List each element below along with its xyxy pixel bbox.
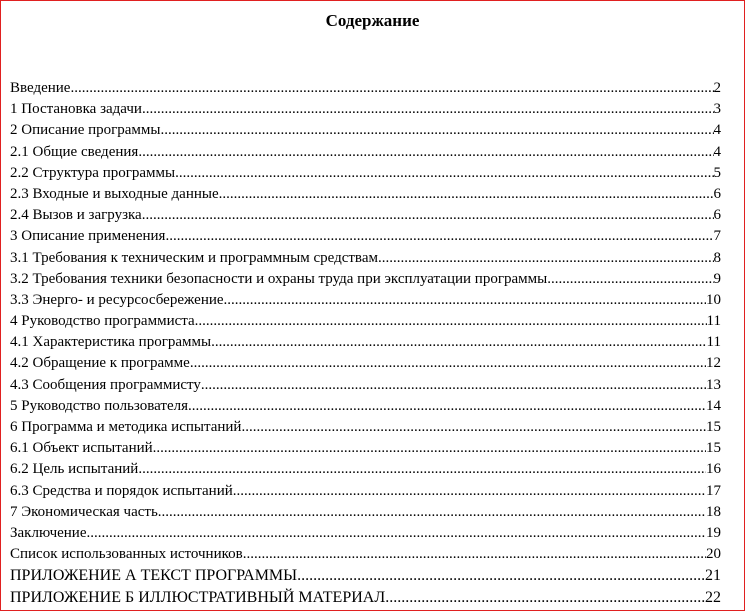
toc-entry	[10, 544, 721, 565]
toc-entry	[10, 99, 721, 120]
toc-leader-dots	[138, 459, 706, 480]
toc-page-number: 4	[713, 143, 721, 160]
toc-entry-label: 5 Руководство пользователя	[10, 397, 188, 414]
toc-entry-label: ПРИЛОЖЕНИЕ Б ИЛЛЮСТРАТИВНЫЙ МАТЕРИАЛ	[10, 588, 386, 606]
toc-entry	[10, 502, 721, 523]
toc-entry-label: 4.2 Обращение к программе	[10, 355, 190, 372]
toc-entry	[10, 565, 721, 586]
toc-leader-dots	[142, 205, 714, 226]
toc-entry-label: 6.3 Средства и порядок испытаний	[10, 482, 233, 499]
toc-page-number: 2	[713, 80, 721, 96]
toc-page-number: 8	[713, 249, 721, 266]
toc-entry-label: 4 Руководство программиста	[10, 313, 195, 330]
toc-leader-dots	[385, 587, 705, 608]
toc-leader-dots	[241, 417, 706, 438]
toc-entry-label: 2.3 Входные и выходные данные	[10, 185, 219, 202]
toc-entry	[10, 396, 721, 417]
toc-leader-dots	[243, 544, 706, 565]
toc-leader-dots	[378, 248, 714, 269]
toc-page-number: 12	[706, 355, 721, 372]
toc-entry-label: 4.1 Характеристика программы	[10, 334, 212, 351]
toc-leader-dots	[153, 438, 706, 459]
toc-leader-dots	[175, 163, 713, 184]
toc-entry	[10, 353, 721, 374]
toc-entry-label: 2.1 Общие сведения	[10, 143, 139, 160]
toc-entry	[10, 184, 721, 205]
toc-leader-dots	[297, 565, 705, 586]
toc-leader-dots	[161, 120, 714, 141]
toc-entry-label: Заключение	[10, 524, 87, 541]
toc-entry	[10, 587, 721, 608]
toc-page-number: 10	[706, 291, 721, 308]
toc-entry-label: 4.3 Сообщения программисту	[10, 376, 201, 393]
toc-page-number: 22	[705, 588, 721, 606]
toc-page-number: 17	[706, 482, 721, 499]
toc-entry-label: 6.2 Цель испытаний	[10, 461, 139, 478]
toc-page-number: 21	[705, 567, 721, 585]
toc-entry-label: 6.1 Объект испытаний	[10, 440, 153, 457]
toc-entry-label: 3.3 Энерго- и ресурсосбережение	[10, 291, 224, 308]
toc-leader-dots	[70, 78, 713, 99]
toc-leader-dots	[211, 332, 706, 353]
toc-page-number: 4	[713, 122, 721, 139]
toc-leader-dots	[188, 396, 706, 417]
toc-entry-label: 2.4 Вызов и загрузка	[10, 207, 142, 224]
toc-leader-dots	[201, 375, 706, 396]
toc-entry	[10, 459, 721, 480]
toc-page-number: 7	[713, 228, 721, 245]
page-title: Содержание	[325, 11, 420, 30]
toc-leader-dots	[190, 353, 706, 374]
toc-entry	[10, 226, 721, 247]
toc-entry	[10, 417, 721, 438]
toc-page-number: 13	[706, 376, 721, 393]
toc-entry	[10, 248, 721, 269]
toc-entry	[10, 438, 721, 459]
toc-page-number: 6	[713, 185, 721, 202]
toc-entry-label: 3 Описание применения	[10, 228, 166, 245]
toc-entry	[10, 78, 721, 99]
toc-page-number: 18	[706, 503, 721, 520]
toc-entry	[10, 311, 721, 332]
toc-entry-label: 3.2 Требования техники безопасности и охраны труда при эксплуатации программы	[10, 270, 548, 287]
toc-page-number: 19	[706, 524, 721, 541]
toc-page-number: 9	[713, 270, 721, 287]
toc-entry	[10, 205, 721, 226]
toc-entry-label: 6 Программа и методика испытаний	[10, 419, 242, 435]
toc-entry-label: Список использованных источников	[10, 546, 243, 563]
toc-leader-dots	[87, 523, 707, 544]
toc-entry-label: Введение	[10, 80, 71, 96]
toc-entry	[10, 523, 721, 544]
toc-leader-dots	[142, 99, 714, 120]
toc-leader-dots	[219, 184, 714, 205]
toc-page-number: 3	[713, 101, 721, 118]
toc-page-number: 14	[706, 397, 721, 414]
toc-page-number: 16	[706, 461, 721, 478]
toc-leader-dots	[233, 481, 706, 502]
toc-entry-label: 7 Экономическая часть	[10, 503, 158, 520]
toc-entry-label: ПРИЛОЖЕНИЕ А ТЕКСТ ПРОГРАММЫ	[10, 567, 298, 585]
table-of-contents	[10, 78, 721, 608]
toc-page-number: 6	[713, 207, 721, 224]
toc-entry	[10, 120, 721, 141]
toc-leader-dots	[158, 502, 706, 523]
toc-entry-label: 3.1 Требования к техническим и программным средствам	[10, 249, 378, 266]
toc-page-number: 11	[706, 334, 721, 351]
toc-page-number: 20	[706, 546, 721, 563]
toc-leader-dots	[547, 269, 713, 290]
toc-leader-dots	[195, 311, 707, 332]
toc-leader-dots	[224, 290, 706, 311]
toc-entry	[10, 481, 721, 502]
toc-entry-label: 1 Постановка задачи	[10, 101, 142, 118]
toc-page-number: 5	[713, 164, 721, 181]
toc-entry	[10, 290, 721, 311]
toc-leader-dots	[138, 142, 713, 163]
toc-entry-label: 2.2 Структура программы	[10, 164, 176, 181]
toc-entry-label: 2 Описание программы	[10, 122, 161, 139]
toc-entry	[10, 269, 721, 290]
toc-entry	[10, 163, 721, 184]
toc-page-number: 15	[706, 440, 721, 457]
toc-entry	[10, 142, 721, 163]
toc-entry	[10, 375, 721, 396]
toc-page-number: 15	[706, 419, 721, 435]
toc-leader-dots	[165, 226, 713, 247]
toc-entry	[10, 332, 721, 353]
toc-page-number: 11	[706, 313, 721, 330]
